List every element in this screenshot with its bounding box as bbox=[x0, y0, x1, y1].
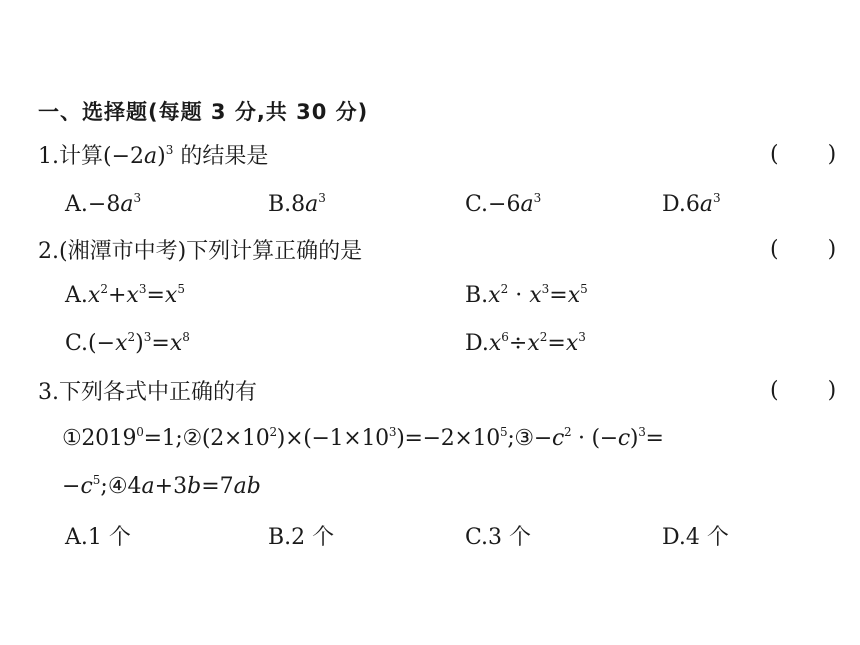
q3-statements-line-1: $①2019^0=1;②(2\times 10^2)\times(-1\times 10^3)=-2\times 10^5;③-c^2 \cdot (-c)^3=$ bbox=[62, 425, 664, 451]
q1-option-a[interactable]: $A.-8a^3$ bbox=[65, 191, 142, 217]
answer-bracket-3[interactable]: ( ) bbox=[770, 378, 837, 403]
q1-option-d[interactable]: $D.6a^3$ bbox=[662, 191, 721, 217]
q2-option-b[interactable]: $B.x^2 \cdot x^3=x^5$ bbox=[465, 282, 588, 308]
section-title: 一、选择题(每题 3 分,共 30 分) bbox=[38, 100, 369, 124]
q2-option-c[interactable]: $C.(-x^2)^3=x^8$ bbox=[65, 330, 190, 356]
q3-statements-line-2: $-c^5;④4a+3b=7ab$ bbox=[62, 473, 261, 499]
q3-option-d[interactable]: D.4 个 bbox=[662, 525, 729, 550]
q3-option-a[interactable]: A.1 个 bbox=[65, 525, 131, 550]
q1-option-b[interactable]: $B.8a^3$ bbox=[268, 191, 326, 217]
answer-bracket-1[interactable]: ( ) bbox=[770, 142, 837, 167]
question-2-stem: 2.(湘潭市中考)下列计算正确的是 bbox=[38, 239, 363, 264]
q3-option-b[interactable]: B.2 个 bbox=[268, 525, 335, 550]
answer-bracket-2[interactable]: ( ) bbox=[770, 237, 837, 262]
q2-option-a[interactable]: $A.x^2+x^3=x^5$ bbox=[65, 282, 185, 308]
q3-option-c[interactable]: C.3 个 bbox=[465, 525, 532, 550]
question-3-stem: 3.下列各式中正确的有 bbox=[38, 380, 257, 405]
q2-option-d[interactable]: $D.x^6\div x^2=x^3$ bbox=[465, 330, 586, 356]
question-1-stem: 1.计算$(-2a)^3$ 的结果是 bbox=[38, 143, 269, 169]
q1-option-c[interactable]: $C.-6a^3$ bbox=[465, 191, 542, 217]
